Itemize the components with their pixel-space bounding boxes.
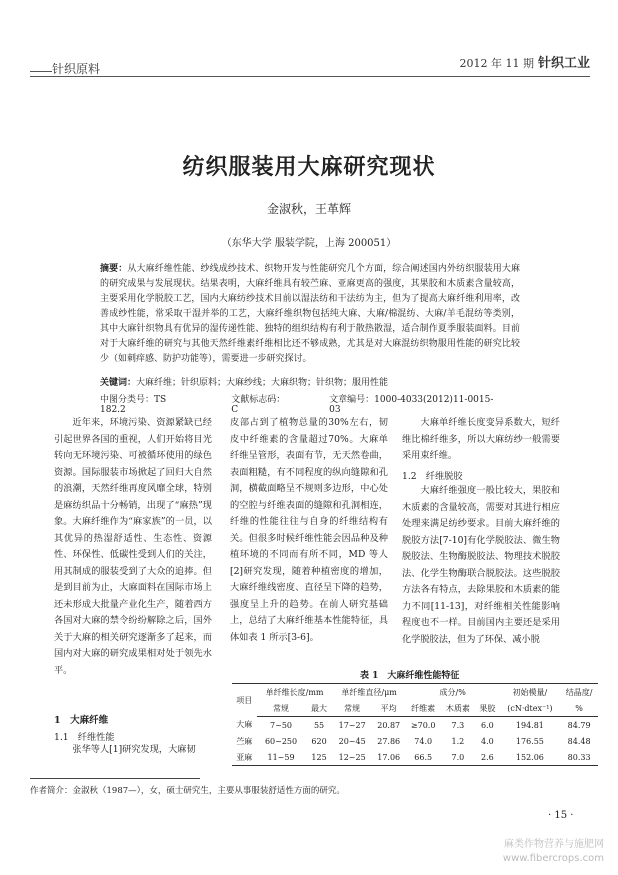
table-cell: 620 [311,736,327,746]
table-cell: 80.33 [560,749,598,766]
document-code: 文献标志码：C [231,395,286,415]
column-1 [54,415,212,679]
table-header-modulus: 初始模量/ [500,684,561,701]
footnote-rule [30,778,200,779]
table-subheader: 常规 [333,700,372,717]
header-rule [30,76,590,77]
clc-number: 中图分类号：TS 182.2 [100,395,167,415]
abstract-text: 从大麻纤维性能、纱线成纱技术、织物开发与性能研究几个方面，综合阐述国内外纺织服装用大麻的研究成果与发展现状。结果表明，大麻纤维具有较苎麻、亚麻更高的强度，其果胶和木质素含量较高，主要采用化学脱胶工艺，国内大麻纺纱技术目前以湿法纺和干法纺为主，但为了提高大麻纤维利用率，改善成纱性能，常采取干湿并举的工艺，大麻纤维织物包括纯大麻、大麻/棉混纺、大麻/羊毛混纺等类别，其中大麻针织物具有优异的湿传递性能、独特的组织结构有利于散热散湿，适合制作夏季服装面料。目前对于大麻纤维的研究与其他天然纤维素纤维相比还不够成熟，尤其是对大麻混纺织物服用性能的研究比较少（如刺痒感、防护功能等），需要进一步研究探讨。 [100,264,520,364]
article-number: 文章编号：1000-4033(2012)11-0015-03 [329,395,494,415]
subsection-heading-1-2: 1.2 纤维脱胶 [402,471,463,482]
keywords-text: 大麻纤维；针织原料；大麻纱线；大麻织物；针织物；服用性能 [136,378,389,388]
table-caption: 表 1 大麻纤维性能特征 [360,671,460,681]
journal-name: 针织工业 [537,56,590,71]
affiliation: （东华大学 服装学院，上海 200051） [221,238,397,249]
table-cell: ≥70.0 [410,720,436,730]
table-cell: 55 [313,720,325,730]
table-cell: 176.55 [515,736,544,746]
fiber-length-paragraph: 大麻单纤维长度变异系数大，短纤维比棉纤维多，所以大麻纺纱一般需要采用束纤维。 [402,417,560,461]
table-cell: 4.0 [480,736,494,746]
section-heading-1: 1 大麻纤维 [54,715,109,726]
table-cell: 20~45 [338,736,366,746]
fiber-paragraph: 皮部占到了植物总量的30%左右，韧皮中纤维素的含量超过70%。大麻单纤维呈管形，表面有节，无天然卷曲，表面粗糙，有不同程度的纵向缝隙和孔洞，横截面略呈不规则多边形，中心处的空腔与纤维表面的缝隙和孔洞相连，纤维的性能往往与自身的纤维结构有关。但很多时候纤维性能会因品种及种植环境的不同而有所不同，MD 等人[2]研究发现，随着种植密度的增加，大麻纤维线密度、直径呈下降的趋势，强度呈上升的趋势。在前人研究基础上，总结了大麻纤维基本性能特征，具体如表 1 所示[3-6]。 [230,417,388,643]
table-subheader: 最大 [306,700,333,717]
table-row [232,733,598,749]
table-cell: 1.2 [451,736,465,746]
authors: 金淑秋，王革辉 [266,202,351,216]
table-cell: 亚麻 [232,749,257,766]
table-cell: 7.3 [451,720,465,730]
table-header-diameter: 单纤维直径/μm [333,684,406,701]
table-cell: 20.87 [377,720,401,730]
fiber-paragraph-start: 张华等人[1]研究发现，大麻韧 [72,744,196,755]
keywords [100,375,520,388]
author-footnote: 作者简介：金淑秋（1987—），女，硕士研究生，主要从事服装舒适性方面的研究。 [30,786,345,796]
table-cell: 12~25 [333,749,372,766]
table-subheader: % [560,700,598,717]
column-1-continued [54,742,212,759]
column-3 [402,415,560,465]
article-meta [100,392,540,415]
column-2 [230,415,388,646]
table-row [232,749,598,766]
table-cell: 84.79 [567,720,591,730]
column-3-continued [402,483,560,648]
table-cell: 7~50 [270,720,293,730]
table-header-length: 单纤维长度/mm [257,684,333,701]
fiber-properties-table [232,683,598,766]
degumming-paragraph: 大麻纤维强度一般比较大，果胶和木质素的含量较高，需要对其进行相应处理来满足纺纱要求。目前大麻纤维的脱胶方法[7-10]有化学脱胶法、微生物脱胶法、生物酶脱胶法、物理技术脱胶法、化学生物酶联合脱胶法。这些脱胶方法各有特点，去除果胶和木质素的能力不同[11-13]，对纤维相关性能影响程度也不一样。目前国内主要还是采用化学脱胶法，但为了环保、减小脱 [402,485,560,645]
watermark [503,838,604,866]
article-title: 纺织服装用大麻研究现状 [182,155,436,180]
table-cell: 125 [306,749,333,766]
table-cell: 84.48 [567,736,591,746]
header-rule-left [30,71,52,72]
table-header-crystallinity: 结晶度/ [560,684,598,701]
watermark-url: www.fibercrops.com [502,853,604,864]
table-cell: 152.06 [500,749,561,766]
table-subheader: 平均 [372,700,406,717]
table-cell: 11~59 [257,749,306,766]
subsection-heading-1-1: 1.1 纤维性能 [54,732,115,743]
table-cell: 6.0 [480,720,494,730]
table-cell: 60~250 [264,736,298,746]
abstract [100,262,520,367]
table-cell: 27.86 [377,736,401,746]
keywords-label: 关键词： [100,378,137,388]
header-issue [460,52,591,71]
table-cell: 74.0 [414,736,433,746]
table-subheader: 果胶 [475,700,500,717]
intro-paragraph: 近年来，环境污染、资源紧缺已经引起世界各国的重视，人们开始将目光转向无环境污染、可被循环使用的绿色资源。国际服装市场掀起了回归大自然的浪潮，天然纤维再度风靡全球，特别是麻纺织品十分畅销，出现了“麻热”现象。大麻纤维作为“麻家族”的一员，以其优异的热湿舒适性、生态性、资源性、环保性、低碳性受到人们的关注，用其制成的服装受到了大众的追捧。但是到目前为止，大麻面料在国际市场上还未形成大批量产业化生产，随着西方各国对大麻的禁令纷纷解除之后，国外关于大麻的相关研究逐渐多了起来，而国内对大麻的研究成果相对处于领先水平。 [54,417,212,676]
table-subheader: 常规 [257,700,306,717]
table-cell: 苎麻 [236,736,253,746]
table-row [232,717,598,734]
table-header-item: 项目 [232,684,257,717]
table-cell: 194.81 [515,720,544,730]
table-cell: 17~27 [338,720,366,730]
table-subheader: 纤维素 [406,700,441,717]
table-cell: 66.5 [406,749,441,766]
abstract-label: 摘要： [100,264,128,274]
watermark-line: 麻类作物营养与施肥网 [504,839,604,850]
page-number: · 15 · [548,810,574,821]
table-cell: 2.6 [475,749,500,766]
table-cell: 大麻 [236,720,253,730]
table-subheader: (cN·dtex⁻¹) [500,700,561,717]
table-subheader: 木质素 [441,700,475,717]
table-cell: 17.06 [372,749,406,766]
issue-label: 2012 年 11 期 [459,57,534,70]
table-header-composition: 成分/% [406,684,500,701]
section-label: 针织原料 [52,62,101,76]
table-cell: 7.0 [441,749,475,766]
